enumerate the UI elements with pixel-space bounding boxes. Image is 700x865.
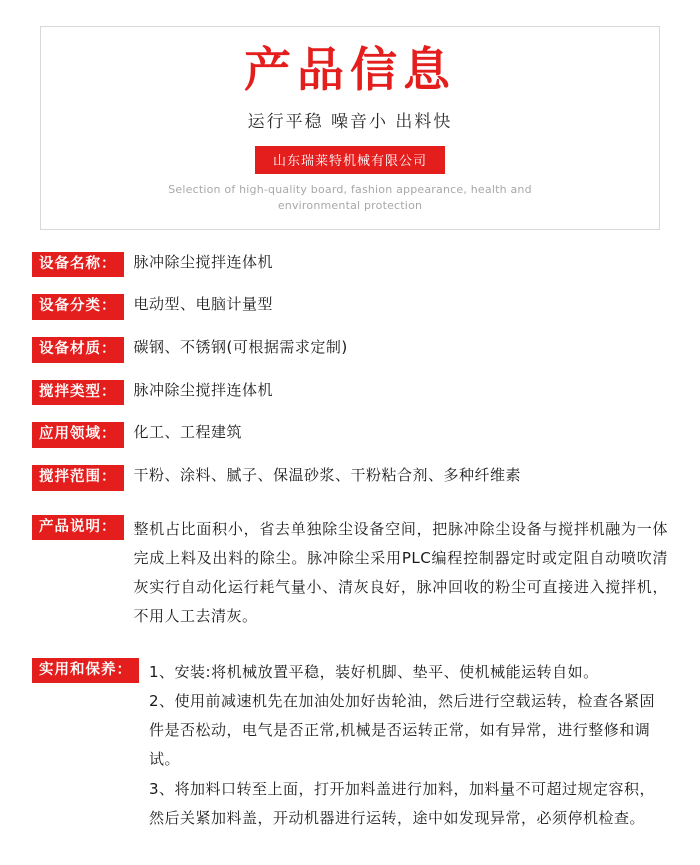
company-name: 山东瑞莱特机械有限公司: [255, 146, 445, 174]
spec-value: 干粉、涂料、腻子、保温砂浆、干粉粘合剂、多种纤维素: [133, 466, 522, 485]
maintenance-row: [32, 658, 668, 834]
product-description-row: [32, 515, 668, 632]
header-banner: [40, 26, 660, 230]
description-label: 产品说明：: [32, 515, 124, 541]
spec-list: [32, 252, 668, 834]
spec-label: 设备材质：: [32, 337, 124, 363]
spec-row: [32, 422, 668, 448]
spec-value: 电动型、电脑计量型: [133, 295, 274, 314]
spec-label: 应用领域：: [32, 422, 124, 448]
company-bar-wrap: [51, 146, 649, 182]
list-item: 3、将加料口转至上面，打开加料盖进行加料，加料量不可超过规定容积，然后关紧加料盖，开动机器进行运转，途中如发现异常，必须停机检查。: [149, 779, 656, 827]
spec-label: 搅拌类型：: [32, 380, 124, 406]
spec-label: 搅拌范围：: [32, 465, 124, 491]
spec-row: [32, 380, 668, 406]
description-text: 整机占比面积小，省去单独除尘设备空间，把脉冲除尘设备与搅拌机融为一体完成上料及出料的除尘。脉冲除尘采用PLC编程控制器定时或定阻自动喷吹清灰实行自动化运行耗气量小、清灰良好，脉冲回收的粉尘可直接进入搅拌机，不用人工去清灰。: [133, 519, 668, 626]
spec-value: 碳钢、不锈钢(可根据需求定制): [133, 338, 348, 357]
spec-row: [32, 337, 668, 363]
header-english-text: Selection of high-quality board, fashion appearance, health and environmental protection: [168, 182, 532, 213]
spec-label: 设备名称：: [32, 252, 124, 278]
page-title: 产品信息: [244, 43, 456, 98]
maintenance-list: [139, 658, 668, 834]
spec-value: 脉冲除尘搅拌连体机: [133, 380, 274, 399]
spec-row: [32, 465, 668, 491]
maintenance-label: 实用和保养：: [32, 658, 139, 684]
spec-label: 设备分类：: [32, 294, 124, 320]
spec-row: [32, 252, 668, 278]
spec-value: 脉冲除尘搅拌连体机: [133, 252, 274, 271]
list-item: 1、安装:将机械放置平稳，装好机脚、垫平、使机械能运转自如。: [149, 662, 599, 681]
list-item: 2、使用前减速机先在加油处加好齿轮油，然后进行空载运转，检查各紧固件是否松动，电气是否正常,机械是否运转正常，如有异常，进行整修和调试。: [149, 691, 656, 769]
spec-row: [32, 294, 668, 320]
product-info-page: [0, 26, 700, 865]
header-subtitle: 运行平稳 噪音小 出料快: [247, 111, 453, 132]
spec-value: 化工、工程建筑: [133, 423, 243, 442]
